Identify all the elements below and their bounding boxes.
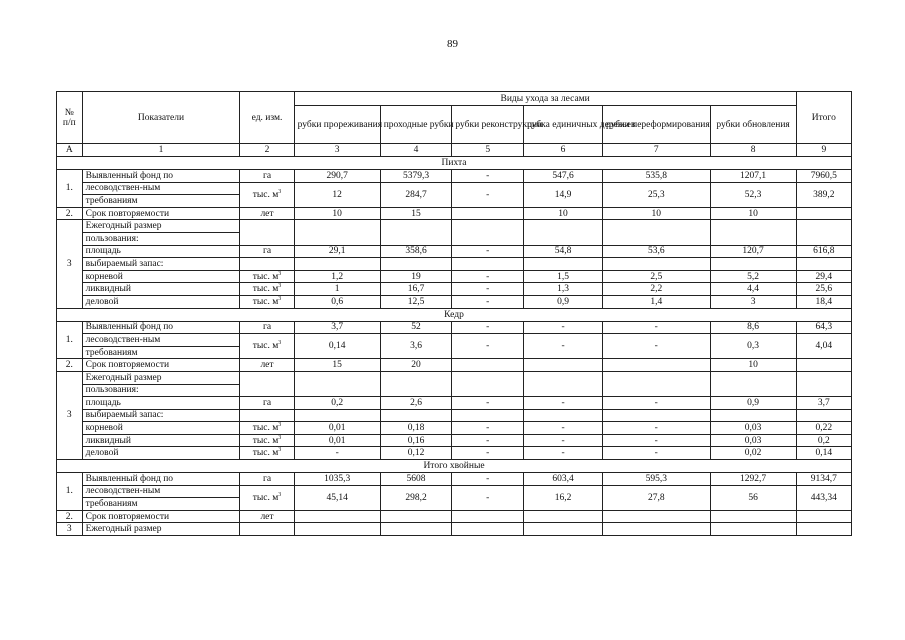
value-cell: 14,9 (524, 182, 603, 207)
row-number: 3 (57, 371, 83, 459)
value-cell (796, 207, 851, 220)
value-cell (796, 220, 851, 245)
value-cell: 4,04 (796, 334, 851, 359)
value-cell: - (452, 170, 524, 183)
value-cell: - (524, 422, 603, 435)
value-cell (294, 409, 380, 422)
row-number: 2. (57, 510, 83, 523)
value-cell: 10 (602, 207, 710, 220)
value-cell (710, 220, 796, 245)
value-cell (294, 220, 380, 245)
table-row (57, 434, 852, 447)
value-cell: 0,3 (710, 334, 796, 359)
value-cell: 54,8 (524, 245, 603, 258)
value-cell (796, 258, 851, 271)
value-cell: 0,01 (294, 422, 380, 435)
value-cell: 3,6 (380, 334, 452, 359)
table-row (57, 295, 852, 308)
row-label: Срок повторяемости (82, 207, 240, 220)
unit-cell: га (240, 473, 294, 486)
value-cell (380, 409, 452, 422)
value-cell (602, 371, 710, 396)
row-label: Ежегодный размер (82, 523, 240, 536)
unit-cell: тыс. $м^3$ (240, 295, 294, 308)
header-unit: ед. изм. (240, 92, 294, 144)
value-cell: 603,4 (524, 473, 603, 486)
unit-cell (240, 258, 294, 271)
header-type: рубки переформирования (602, 106, 710, 144)
value-cell: - (452, 485, 524, 510)
value-cell: 10 (524, 207, 603, 220)
row-label: пользования: (82, 232, 240, 245)
value-cell: 52,3 (710, 182, 796, 207)
value-cell: 15 (380, 207, 452, 220)
value-cell: 12,5 (380, 295, 452, 308)
row-label: лесоводствен-ным (82, 485, 240, 498)
value-cell: 358,6 (380, 245, 452, 258)
value-cell: - (294, 447, 380, 460)
value-cell: 0,22 (796, 422, 851, 435)
value-cell: 10 (294, 207, 380, 220)
value-cell (602, 258, 710, 271)
row-label: Выявленный фонд по (82, 473, 240, 486)
value-cell: 0,9 (710, 397, 796, 410)
row-label: площадь (82, 245, 240, 258)
value-cell: - (524, 447, 603, 460)
value-cell: 120,7 (710, 245, 796, 258)
value-cell: - (452, 283, 524, 296)
value-cell: - (452, 473, 524, 486)
value-cell: - (524, 397, 603, 410)
value-cell (294, 523, 380, 536)
value-cell: 1 (294, 283, 380, 296)
value-cell: - (524, 321, 603, 334)
value-cell: - (452, 334, 524, 359)
unit-cell (240, 523, 294, 536)
value-cell (524, 523, 603, 536)
value-cell (796, 409, 851, 422)
unit-cell: тыс. $м^3$ (240, 422, 294, 435)
table-row (57, 473, 852, 486)
value-cell: 0,2 (796, 434, 851, 447)
forest-care-table (56, 91, 852, 536)
value-cell (602, 523, 710, 536)
value-cell (452, 220, 524, 245)
row-number: 2. (57, 207, 83, 220)
table-row (57, 321, 852, 334)
value-cell: 2,6 (380, 397, 452, 410)
unit-cell (240, 371, 294, 396)
value-cell: 0,03 (710, 434, 796, 447)
value-cell (380, 258, 452, 271)
value-cell (452, 371, 524, 396)
table-row (57, 422, 852, 435)
value-cell: - (452, 434, 524, 447)
value-cell: 53,6 (602, 245, 710, 258)
value-cell: - (524, 434, 603, 447)
table-row (57, 270, 852, 283)
value-cell: 25,6 (796, 283, 851, 296)
value-cell: 0,9 (524, 295, 603, 308)
row-label: ликвидный (82, 283, 240, 296)
value-cell: - (602, 422, 710, 435)
table-row (57, 170, 852, 183)
value-cell (602, 409, 710, 422)
value-cell: 0,03 (710, 422, 796, 435)
value-cell (710, 409, 796, 422)
value-cell (294, 371, 380, 396)
table-row (57, 334, 852, 347)
value-cell: 298,2 (380, 485, 452, 510)
table-row (57, 308, 852, 321)
value-cell (796, 359, 851, 372)
value-cell: - (452, 447, 524, 460)
row-label: выбираемый запас: (82, 258, 240, 271)
unit-cell: тыс. $м^3$ (240, 182, 294, 207)
value-cell: 0,2 (294, 397, 380, 410)
value-cell (380, 523, 452, 536)
value-cell: 389,2 (796, 182, 851, 207)
table-row (57, 359, 852, 372)
value-cell (452, 359, 524, 372)
value-cell: 8,6 (710, 321, 796, 334)
value-cell (602, 510, 710, 523)
header-type: рубки обновления (710, 106, 796, 144)
row-label: деловой (82, 295, 240, 308)
value-cell: 1292,7 (710, 473, 796, 486)
row-label: корневой (82, 270, 240, 283)
value-cell: 27,8 (602, 485, 710, 510)
value-cell: 10 (710, 359, 796, 372)
value-cell: 56 (710, 485, 796, 510)
value-cell (294, 510, 380, 523)
value-cell (452, 258, 524, 271)
row-number: 3 (57, 523, 83, 536)
value-cell (380, 510, 452, 523)
section-title: Кедр (57, 308, 852, 321)
value-cell: 0,16 (380, 434, 452, 447)
value-cell: 20 (380, 359, 452, 372)
unit-cell: га (240, 170, 294, 183)
table-row (57, 258, 852, 271)
value-cell: 616,8 (796, 245, 851, 258)
value-cell: 10 (710, 207, 796, 220)
header-type: рубка единичных деревьев (524, 106, 603, 144)
row-label: требованиям (82, 195, 240, 208)
header-no: № п/п (57, 92, 83, 144)
value-cell (796, 371, 851, 396)
value-cell: 18,4 (796, 295, 851, 308)
value-cell: 7960,5 (796, 170, 851, 183)
section-title: Итого хвойные (57, 460, 852, 473)
unit-cell: га (240, 321, 294, 334)
header-type: рубки реконструкции (452, 106, 524, 144)
row-label: Ежегодный размер (82, 371, 240, 384)
column-number: 8 (710, 144, 796, 157)
row-label: ликвидный (82, 434, 240, 447)
header-indicators: Показатели (82, 92, 240, 144)
value-cell: - (452, 397, 524, 410)
value-cell (710, 371, 796, 396)
value-cell: 0,6 (294, 295, 380, 308)
value-cell: 52 (380, 321, 452, 334)
value-cell (380, 371, 452, 396)
value-cell: 16,7 (380, 283, 452, 296)
value-cell: - (452, 245, 524, 258)
value-cell: 284,7 (380, 182, 452, 207)
value-cell (796, 523, 851, 536)
value-cell: 25,3 (602, 182, 710, 207)
value-cell (524, 359, 603, 372)
value-cell (380, 220, 452, 245)
table-row (57, 371, 852, 384)
value-cell: 1,5 (524, 270, 603, 283)
value-cell (452, 523, 524, 536)
unit-cell: тыс. $м^3$ (240, 283, 294, 296)
unit-cell (240, 220, 294, 245)
value-cell: 2,5 (602, 270, 710, 283)
value-cell (524, 371, 603, 396)
value-cell (710, 523, 796, 536)
value-cell: 0,18 (380, 422, 452, 435)
value-cell: 5608 (380, 473, 452, 486)
unit-cell: тыс. $м^3$ (240, 270, 294, 283)
value-cell: 3 (710, 295, 796, 308)
value-cell: 0,02 (710, 447, 796, 460)
column-number: 5 (452, 144, 524, 157)
unit-cell: га (240, 397, 294, 410)
table-row (57, 182, 852, 195)
value-cell: 1,2 (294, 270, 380, 283)
table-row (57, 409, 852, 422)
unit-cell: лет (240, 510, 294, 523)
value-cell: 5379,3 (380, 170, 452, 183)
header-total: Итого (796, 92, 851, 144)
value-cell: 1207,1 (710, 170, 796, 183)
column-number: 4 (380, 144, 452, 157)
column-number: 2 (240, 144, 294, 157)
unit-cell: лет (240, 359, 294, 372)
value-cell: 1,3 (524, 283, 603, 296)
row-number: 3 (57, 220, 83, 308)
row-label: Ежегодный размер (82, 220, 240, 233)
column-number: 1 (82, 144, 240, 157)
value-cell: 64,3 (796, 321, 851, 334)
table-row (57, 207, 852, 220)
value-cell: 12 (294, 182, 380, 207)
value-cell (452, 409, 524, 422)
value-cell: - (452, 182, 524, 207)
value-cell: - (452, 422, 524, 435)
unit-cell: тыс. $м^3$ (240, 434, 294, 447)
row-label: требованиям (82, 498, 240, 511)
value-cell (524, 220, 603, 245)
column-number: 6 (524, 144, 603, 157)
table-row (57, 283, 852, 296)
value-cell: 45,14 (294, 485, 380, 510)
table-row (57, 510, 852, 523)
table-row (57, 460, 852, 473)
value-cell: 443,34 (796, 485, 851, 510)
value-cell: 2,2 (602, 283, 710, 296)
value-cell: 15 (294, 359, 380, 372)
value-cell (294, 258, 380, 271)
row-label: Срок повторяемости (82, 510, 240, 523)
unit-cell: тыс. $м^3$ (240, 447, 294, 460)
value-cell: 9134,7 (796, 473, 851, 486)
value-cell: 3,7 (796, 397, 851, 410)
header-type: рубки прореживания (294, 106, 380, 144)
column-number: А (57, 144, 83, 157)
table-row (57, 523, 852, 536)
value-cell (602, 359, 710, 372)
unit-cell: га (240, 245, 294, 258)
row-label: выбираемый запас: (82, 409, 240, 422)
value-cell: 547,6 (524, 170, 603, 183)
row-label: требованиям (82, 346, 240, 359)
value-cell: 1035,3 (294, 473, 380, 486)
unit-cell: тыс. $м^3$ (240, 485, 294, 510)
value-cell: - (602, 334, 710, 359)
value-cell: 595,3 (602, 473, 710, 486)
value-cell (524, 258, 603, 271)
row-label: площадь (82, 397, 240, 410)
row-label: лесоводствен-ным (82, 334, 240, 347)
row-label: пользования: (82, 384, 240, 397)
row-label: Выявленный фонд по (82, 321, 240, 334)
value-cell (710, 258, 796, 271)
value-cell (524, 409, 603, 422)
table-row (57, 485, 852, 498)
header-type: проходные рубки (380, 106, 452, 144)
row-label: лесоводствен-ным (82, 182, 240, 195)
unit-cell (240, 409, 294, 422)
table-row (57, 397, 852, 410)
row-number: 1. (57, 170, 83, 208)
table-row (57, 447, 852, 460)
table-row (57, 220, 852, 233)
value-cell: - (602, 397, 710, 410)
table-row (57, 92, 852, 106)
section-title: Пихта (57, 157, 852, 170)
value-cell (452, 207, 524, 220)
row-label: Выявленный фонд по (82, 170, 240, 183)
column-number: 9 (796, 144, 851, 157)
value-cell: 1,4 (602, 295, 710, 308)
row-label: деловой (82, 447, 240, 460)
value-cell (452, 510, 524, 523)
value-cell: 0,12 (380, 447, 452, 460)
page-number: 89 (447, 38, 458, 50)
value-cell: 0,14 (294, 334, 380, 359)
value-cell: 535,8 (602, 170, 710, 183)
value-cell: 290,7 (294, 170, 380, 183)
row-number: 2. (57, 359, 83, 372)
row-label: Срок повторяемости (82, 359, 240, 372)
value-cell: - (452, 270, 524, 283)
value-cell: 29,1 (294, 245, 380, 258)
value-cell: 19 (380, 270, 452, 283)
value-cell: 16,2 (524, 485, 603, 510)
table-row (57, 144, 852, 157)
table-row (57, 157, 852, 170)
value-cell (796, 510, 851, 523)
value-cell: 0,14 (796, 447, 851, 460)
value-cell: - (452, 321, 524, 334)
value-cell: 5,2 (710, 270, 796, 283)
value-cell: - (602, 434, 710, 447)
value-cell: 3,7 (294, 321, 380, 334)
unit-cell: тыс. $м^3$ (240, 334, 294, 359)
column-number: 7 (602, 144, 710, 157)
column-number: 3 (294, 144, 380, 157)
value-cell: - (602, 321, 710, 334)
value-cell: 4,4 (710, 283, 796, 296)
value-cell (602, 220, 710, 245)
row-number: 1. (57, 321, 83, 359)
row-label: корневой (82, 422, 240, 435)
value-cell: - (602, 447, 710, 460)
row-number: 1. (57, 473, 83, 511)
header-group: Виды ухода за лесами (294, 92, 796, 106)
unit-cell: лет (240, 207, 294, 220)
value-cell (710, 510, 796, 523)
value-cell: - (524, 334, 603, 359)
value-cell: - (452, 295, 524, 308)
value-cell (524, 510, 603, 523)
table-row (57, 245, 852, 258)
value-cell: 29,4 (796, 270, 851, 283)
value-cell: 0,01 (294, 434, 380, 447)
